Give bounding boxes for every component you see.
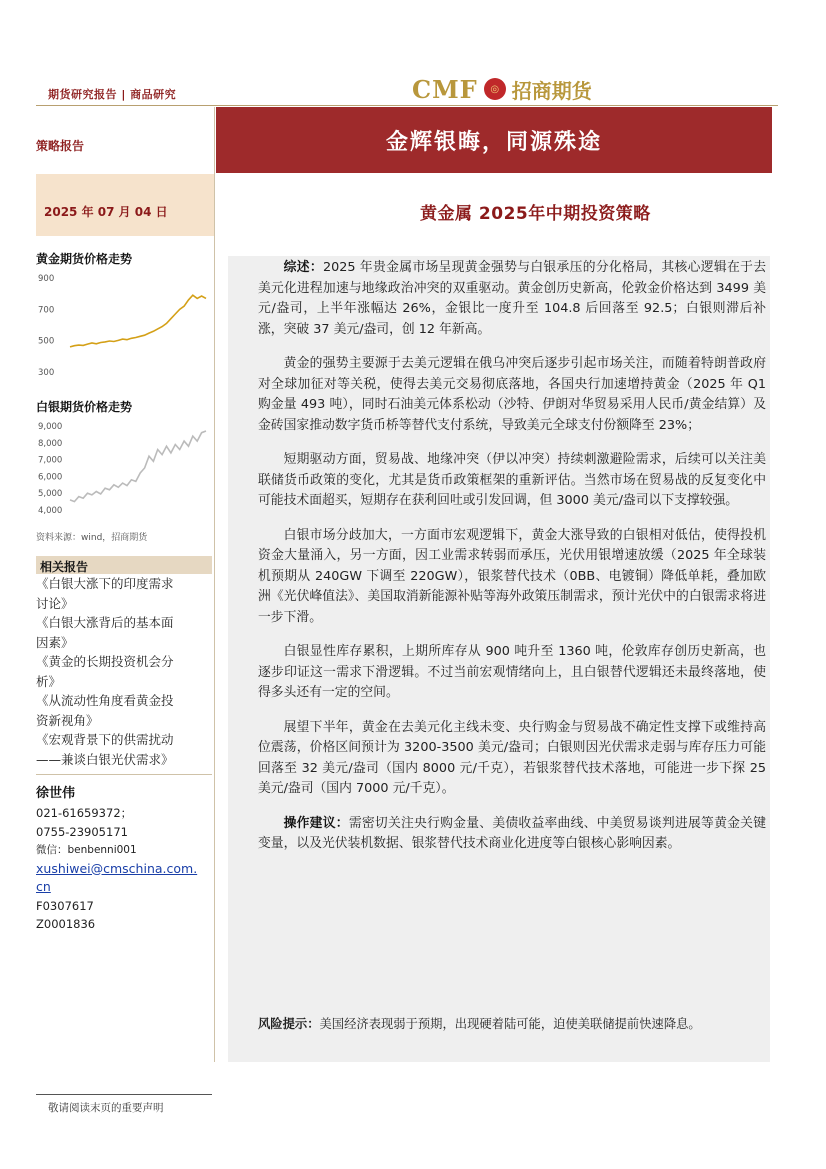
phone-1: 021-61659372； xyxy=(36,806,133,820)
logo-chinese: 招商期货 xyxy=(511,78,592,103)
advice-paragraph xyxy=(258,814,766,855)
license-id-1: F0307617 xyxy=(36,898,94,913)
gold-ytick-label: 700 xyxy=(38,305,55,316)
related-reports-title: 相关报告 xyxy=(40,560,89,574)
silver-ytick-label: 5,000 xyxy=(38,489,63,500)
risk-note xyxy=(258,1014,768,1032)
related-item[interactable]: 析》 xyxy=(36,673,62,689)
gold-chart-svg xyxy=(36,272,212,380)
email-link-line1[interactable]: xushiwei@cmschina.com. xyxy=(36,860,198,876)
report-date: 2025 年 07 月 04 日 xyxy=(44,205,168,219)
phone-2: 0755-23905171 xyxy=(36,824,128,839)
company-logo xyxy=(412,74,592,104)
wechat-id: 微信：benbenni001 xyxy=(36,844,137,856)
related-item[interactable]: 《从流动性角度看黄金投 xyxy=(36,693,174,708)
summary-label: 综述： xyxy=(283,260,323,275)
body-paragraph: 白银显性库存累积，上期所库存从 900 吨升至 1360 吨，伦敦库存创历史新高，也逐步印证这一需求下滑逻辑。不过当前宏观情绪向上，且白银替代逻辑还未最终落地，使得多头还有一定的空间。 xyxy=(258,644,766,700)
report-title: 金辉银晦，同源殊途 xyxy=(385,129,602,155)
related-item[interactable]: ——兼谈白银光伏需求》 xyxy=(36,751,174,767)
author-name: 徐世伟 xyxy=(36,786,76,801)
advice-text: 需密切关注央行购金量、美债收益率曲线、中美贸易谈判进展等黄金关键变量，以及光伏装机数据、银浆替代技术商业化进度等白银核心影响因素。 xyxy=(258,815,767,851)
related-item[interactable]: 讨论》 xyxy=(36,595,74,611)
gold-ytick-label: 300 xyxy=(38,368,55,378)
silver-price-chart xyxy=(36,420,212,522)
gold-ytick-label: 900 xyxy=(38,274,55,284)
summary-paragraph xyxy=(258,258,766,340)
risk-label: 风险提示： xyxy=(258,1017,320,1031)
gold-price-chart xyxy=(36,272,212,384)
gold-ytick-label: 500 xyxy=(38,336,55,347)
report-body xyxy=(258,258,766,869)
title-banner xyxy=(216,107,772,173)
header-divider xyxy=(36,105,778,106)
silver-ytick-label: 4,000 xyxy=(38,506,63,516)
logo-latin: CMF xyxy=(412,74,478,104)
report-category: 策略报告 xyxy=(36,139,85,153)
related-item[interactable]: 《宏观背景下的供需扰动 xyxy=(36,732,174,747)
author-divider xyxy=(36,774,212,775)
silver-price-line xyxy=(70,431,206,502)
body-paragraph: 展望下半年，黄金在去美元化主线未变、央行购金与贸易战不确定性支撑下或维持高位震荡，价格区间预计为 3200-3500 美元/盎司；白银则因光伏需求走弱与库存压力可能回落至 32 美元/盎司（国内 8000 元/千克），若银浆替代技术落地，可能进一步下探 25 美元/盎司（国内 7000 元/千克）。 xyxy=(258,719,766,796)
related-reports-list xyxy=(36,574,212,769)
related-item[interactable]: 《黄金的长期投资机会分 xyxy=(36,654,174,669)
risk-text: 美国经济表现弱于预期，出现硬着陆可能，迫使美联储提前快速降息。 xyxy=(319,1017,701,1031)
body-paragraph: 白银市场分歧加大，一方面市宏观逻辑下，黄金大涨导致的白银相对低估，使得投机资金大量涌入，另一方面，因工业需求转弱而承压，光伏用银增速放缓（2025 年全球装机预期从 240GW 下调至 220GW），银浆替代技术（0BB、电镀铜）降低单耗，叠加欧洲《光伏峰值法》、美国取消新能源补贴等海外政策压制需求，预计光伏中的白银需求将进一步下滑。 xyxy=(258,527,766,625)
body-paragraph: 短期驱动方面，贸易战、地缘冲突（伊以冲突）持续刺激避险需求，后续可以关注美联储货币政策的变化，尤其是货币政策框架的重新评估。当然市场在贸易战的反复变化中可能技术面超买，短期存在获利回吐或引发回调，但 3000 美元/盎司以下支撑较强。 xyxy=(258,452,766,508)
gold-chart-title: 黄金期货价格走势 xyxy=(36,252,133,266)
silver-ytick-label: 7,000 xyxy=(38,455,63,466)
chart-source: 资料来源：wind，招商期货 xyxy=(36,533,148,543)
license-id-2: Z0001836 xyxy=(36,917,96,931)
footer-notice: 敬请阅读末页的重要声明 xyxy=(48,1102,164,1114)
advice-label: 操作建议： xyxy=(283,815,349,831)
silver-chart-svg xyxy=(36,420,212,518)
silver-ytick-label: 6,000 xyxy=(38,472,63,483)
email-link-line2[interactable]: cn xyxy=(36,879,51,894)
report-type-label: 期货研究报告 | 商品研究 xyxy=(48,88,177,101)
silver-ytick-label: 8,000 xyxy=(38,438,63,449)
silver-ytick-label: 9,000 xyxy=(38,422,63,432)
logo-emblem-icon: ◎ xyxy=(484,78,506,100)
gold-price-line xyxy=(70,295,206,347)
summary-text: 2025 年贵金属市场呈现黄金强势与白银承压的分化格局，其核心逻辑在于去美元化进程加速与地缘政治冲突的双重驱动。黄金创历史新高，伦敦金价格达到 3499 美元/盎司，上半年涨幅达 26%，金银比一度升至 104.8 后回落至 92.5；白银则滞后补涨，突破 37 美元/盎司，创 12 年新高。 xyxy=(258,260,767,337)
related-item[interactable]: 资新视角》 xyxy=(36,712,99,728)
report-subtitle: 黄金属 2025年中期投资策略 xyxy=(420,204,651,224)
sidebar-divider xyxy=(214,107,215,1062)
footer-divider xyxy=(36,1094,212,1095)
related-item[interactable]: 因素》 xyxy=(36,634,74,650)
related-item[interactable]: 《白银大涨背后的基本面 xyxy=(36,615,174,630)
silver-chart-title: 白银期货价格走势 xyxy=(36,400,133,414)
author-contact xyxy=(36,804,197,934)
body-paragraph: 黄金的强势主要源于去美元逻辑在俄乌冲突后逐步引起市场关注，而随着特朗普政府对全球加征对等关税，使得去美元交易彻底落地，各国央行加速增持黄金（2025 年 Q1 购金量 493 吨），同时石油美元体系松动（沙特、伊朗对华贸易采用人民币/黄金结算）及金砖国家推动数字货币桥等替代支付系统，导致美元全球支付份额降至 23%； xyxy=(258,356,766,433)
related-item[interactable]: 《白银大涨下的印度需求 xyxy=(36,576,174,591)
